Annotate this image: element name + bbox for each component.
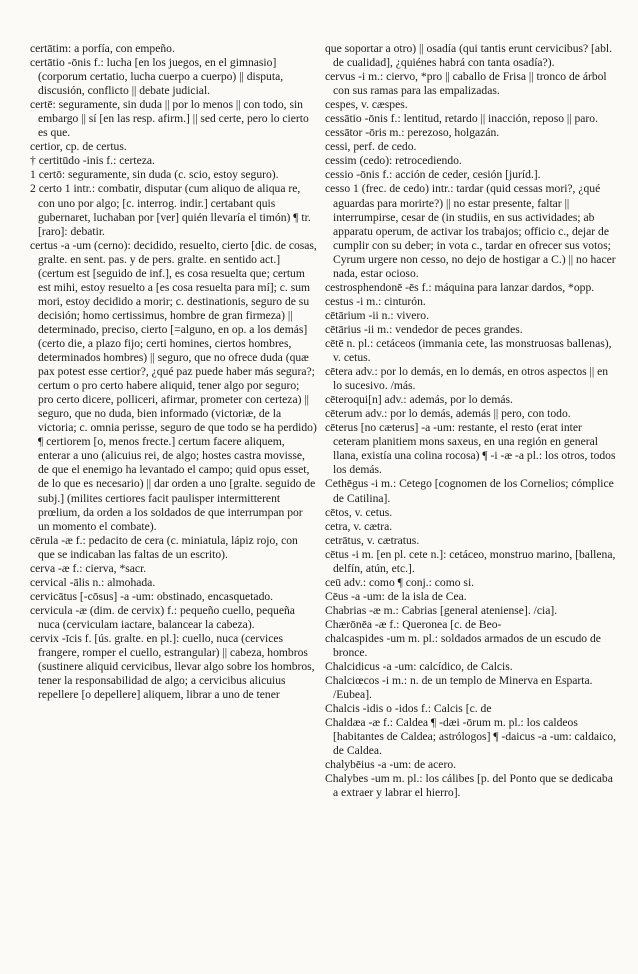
entry: cēterus [no cæterus] -a -um: restante, el resto (erat inter ceteram planitiem mons saxeus, en una región en general llana, existía una colina rocosa) ¶ -i -æ -a pl.: los otros, todos los demás. xyxy=(325,421,616,477)
entry: cespes, v. cæspes. xyxy=(325,98,408,112)
entry: 2 certo 1 intr.: combatir, disputar (cum aliquo de aliqua re, con uno por algo; [c. interrog. indir.] certabant quis gubernaret, luchaban por [ver] quién llevaría el timón) ¶ tr. [raro]: debatir. xyxy=(30,182,311,238)
entry: cētārium -ii n.: vivero. xyxy=(325,308,429,322)
entry: cētera adv.: por lo demás, en lo demás, en otros aspectos || en lo sucesivo. /más. xyxy=(325,365,609,393)
entry: Chalcis -idis o -idos f.: Calcis [c. de xyxy=(325,702,492,716)
entry: cervix -īcis f. [ús. gralte. en pl.]: cuello, nuca (cervices frangere, romper el cuello, estrangular) || cabeza, hombros (sustinere aliquid cervicibus, llevar algo sobre los hombros, tener la responsabilidad de algo; a cervicibus alicuius repellere [o depellere] aliquem, librar a uno de tener xyxy=(30,631,315,702)
entry: cervicātus [-cōsus] -a -um: obstinado, encasquetado. xyxy=(30,589,274,603)
entry: certior, cp. de certus. xyxy=(30,140,127,154)
entry: cētos, v. cetus. xyxy=(325,505,393,519)
entry: cessi, perf. de cedo. xyxy=(325,140,417,154)
entry: cēteroqui[n] adv.: además, por lo demás. xyxy=(325,393,513,407)
entry: Chalciœcos -i m.: n. de un templo de Minerva en Esparta. /Eubea]. xyxy=(325,674,593,702)
entry: cessim (cedo): retrocediendo. xyxy=(325,154,462,168)
entry: Chalcidicus -a -um: calcídico, de Calcis. xyxy=(325,660,513,674)
entry: certus -a -um (cerno): decidido, resuelto, cierto [dic. de cosas, gralte. en sent. pas. y de pers. gralte. en sentido act.] (certum est [seguido de inf.], es cosa resuelta que; certum est mihi, estoy resuelto a [es cosa resuelta para mí]; c. sum mori, estoy decidido a morir; c. destinationis, seguro de su decisión; homo certissimus, hombre de gran firmeza) || determinado, preciso, cierto [=alguno, en op. a los demás] (certo die, a plazo fijo; certi homines, ciertos hombres, determinados hombres) || seguro, que no ofrece duda (quæ pax potest esse certior?, ¿qué paz puede haber más segura?; certum o pro certo habere aliquid, tener algo por seguro; pro certo dicere, polliceri, afirmar, prometer con certeza) || seguro, que no duda, bien informado (victoriæ, de la victoria; c. omnia perisse, seguro de que todo se ha perdido) ¶ certiorem [o, menos frecte.] certum facere aliquem, enterar a uno (alicuius rei, de algo; hostes castra movisse, de que el enemigo ha levantado el campo; quid opus esset, de lo que es necesario) || dar orden a uno [gralte. seguido de subj.] (milites certiores facit paulisper intermitterent prœlium, da orden a los soldados de que interrumpan por un momento el combate). xyxy=(30,238,317,533)
entry: cervicula -æ (dim. de cervix) f.: pequeño cuello, pequeña nuca (cerviculam iactare, balancear la cabeza). xyxy=(30,603,295,631)
entry: que soportar a otro) || osadía (qui tantis erunt cervicibus? [abl. de cualidad], ¿quiénes habrá con tanta osadía?). xyxy=(325,42,612,70)
entry: Chabrias -æ m.: Cabrias [general ateniense]. /cia]. xyxy=(325,603,558,617)
entry: cestrosphendonē -ēs f.: máquina para lanzar dardos, *opp. xyxy=(325,280,595,294)
entry: certātio -ōnis f.: lucha [en los juegos, en el gimnasio] (corporum certatio, lucha cuerpo a cuerpo) || disputa, discusión, conflicto || debate judicial. xyxy=(30,56,284,98)
entry: Chalybes -um m. pl.: los cálibes [p. del Ponto que se dedicaba a extraer y labrar el hierro]. xyxy=(325,772,613,800)
entry: Chaldæa -æ f.: Caldea ¶ -dæi -ōrum m. pl.: los caldeos [habitantes de Caldea; astrólogos] ¶ -daicus -a -um: caldaico, de Caldea. xyxy=(325,716,617,758)
entry: certātim: a porfía, con empeño. xyxy=(30,42,175,55)
entry: 1 certō: seguramente, sin duda (c. scio, estoy seguro). xyxy=(30,168,279,182)
entry: cessātio -ōnis f.: lentitud, retardo || inacción, reposo || paro. xyxy=(325,112,598,126)
entry: Chærōnēa -æ f.: Queronea [c. de Beo- xyxy=(325,617,502,631)
entry: cestus -i m.: cinturón. xyxy=(325,294,426,308)
entry: cērula -æ f.: pedacito de cera (c. miniatula, lápiz rojo, con que se indicaban las faltas de un escrito). xyxy=(30,533,298,561)
entry: cetra, v. cætra. xyxy=(325,519,393,533)
entry: cessio -ōnis f.: acción de ceder, cesión [juríd.]. xyxy=(325,168,541,182)
entry: cētus -i m. [en pl. cete n.]: cetáceo, monstruo marino, [ballena, delfín, atún, etc.]. xyxy=(325,547,616,575)
entry: cēterum adv.: por lo demás, además || pero, con todo. xyxy=(325,407,571,421)
left-column xyxy=(30,42,317,702)
entry: cētē n. pl.: cetáceos (immania cete, las monstruosas ballenas), v. cetus. xyxy=(325,336,612,365)
entry: cerva -æ f.: cierva, *sacr. xyxy=(30,561,147,575)
entry: † certitūdo -inis f.: certeza. xyxy=(30,154,155,168)
entry: cetrātus, v. cætratus. xyxy=(325,533,420,547)
entry: cervical -ālis n.: almohada. xyxy=(30,575,156,589)
entry: Cethēgus -i m.: Cetego [cognomen de los Cornelios; cómplice de Catilina]. xyxy=(325,477,614,505)
entry: ceū adv.: como ¶ conj.: como si. xyxy=(325,575,475,589)
entry: cessātor -ōris m.: perezoso, holgazán. xyxy=(325,126,500,140)
entry: certē: seguramente, sin duda || por lo menos || con todo, sin embargo || sí [en las resp. afirm.] || sed certe, pero lo cierto es que. xyxy=(30,98,309,140)
entry: cervus -i m.: ciervo, *pro || caballo de Frisa || tronco de árbol con sus ramas para las empalizadas. xyxy=(325,70,607,98)
entry: cesso 1 (frec. de cedo) intr.: tardar (quid cessas mori?, ¿qué aguardas para morirte?) || no estar presente, faltar || interrumpirse, cesar de (in studiis, en sus actividades; ab apparatu operum, de activar los trabajos; officio c., dejar de cumplir con su deber; in vota c., tardar en ofrecer sus votos; Cyrum urgere non cesso, no dejo de hostigar a C.) || no hacer nada, estar ocioso. xyxy=(325,182,616,280)
right-column xyxy=(325,42,617,801)
entry: chalcaspides -um m. pl.: soldados armados de un escudo de bronce. xyxy=(325,631,601,660)
entry: Cēus -a -um: de la isla de Cea. xyxy=(325,589,467,603)
entry: cētārius -ii m.: vendedor de peces grandes. xyxy=(325,322,523,336)
entry: chalybēius -a -um: de acero. xyxy=(325,758,457,772)
